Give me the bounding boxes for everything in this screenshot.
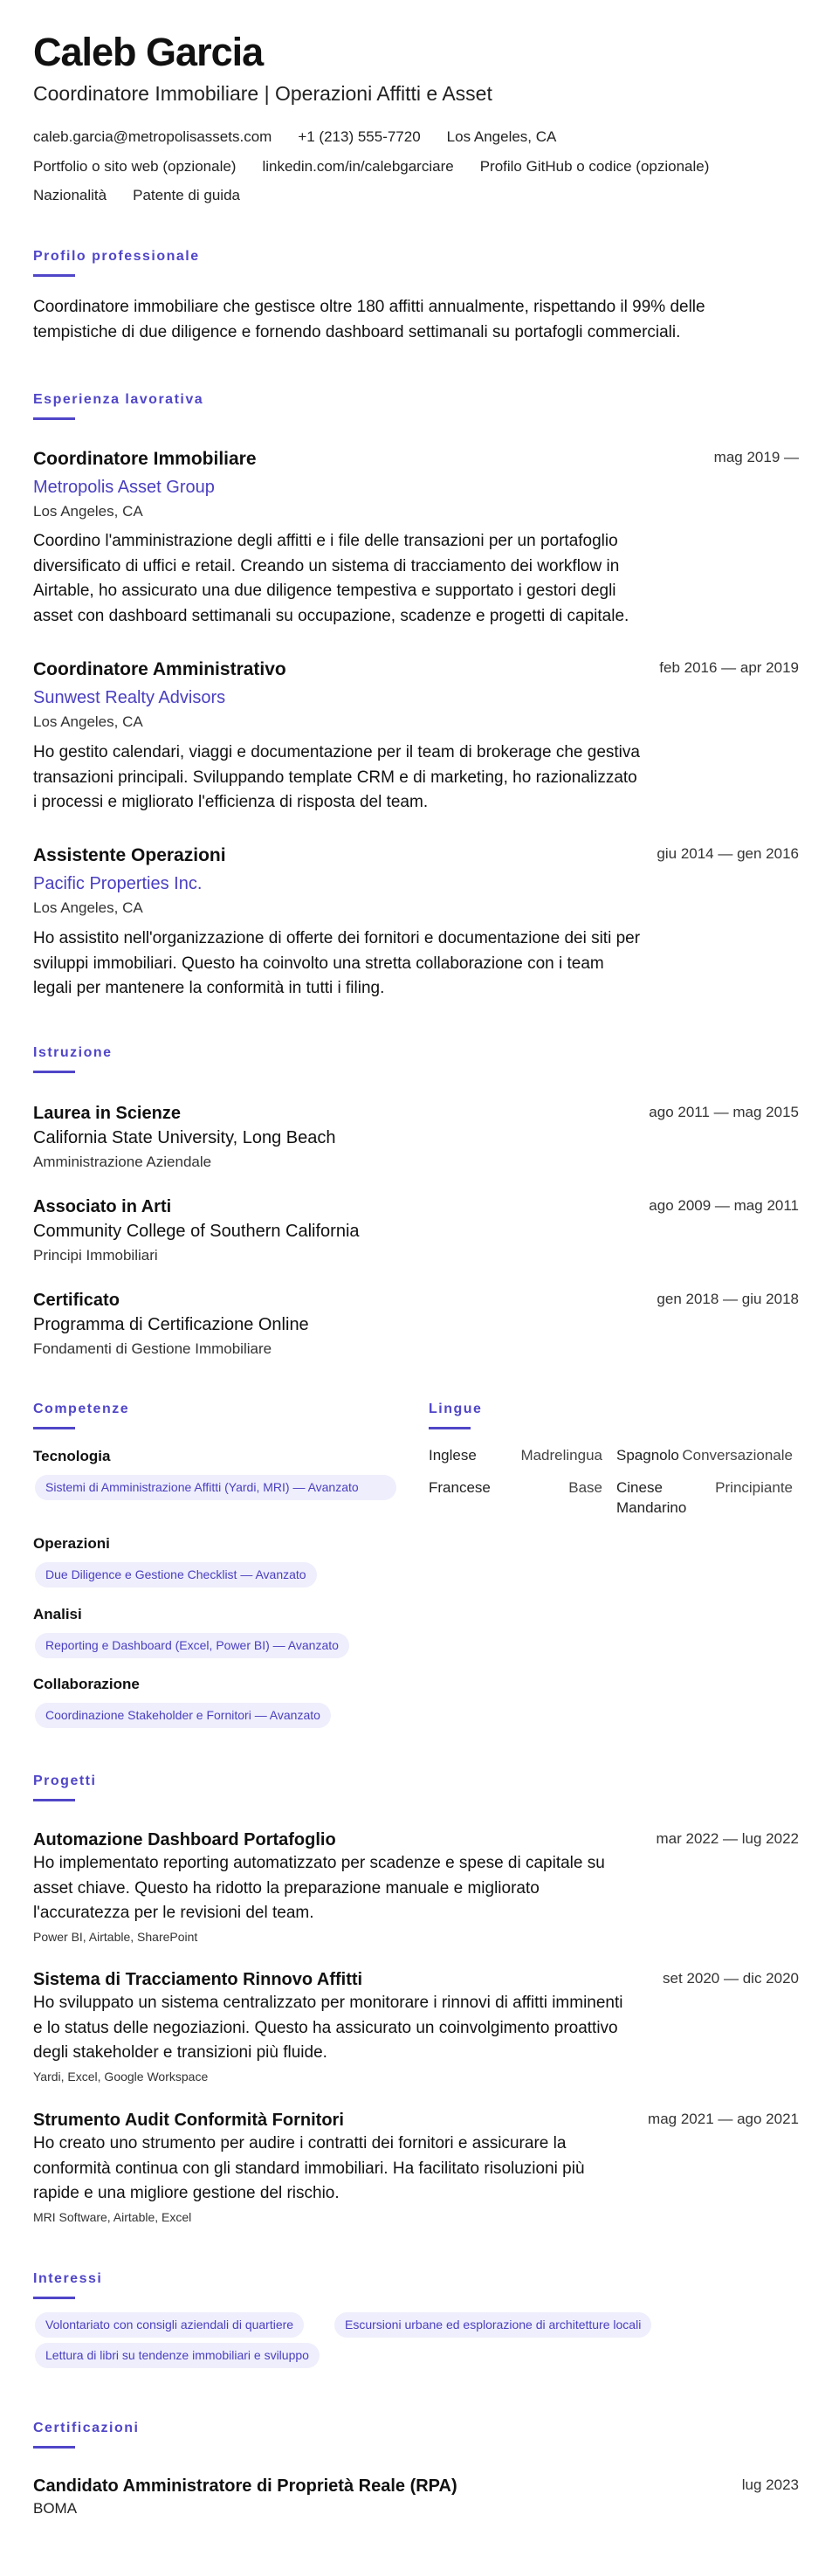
degree: Associato in Arti — [33, 1197, 172, 1216]
section-title-education: Istruzione — [33, 1045, 113, 1060]
contact-row-2 — [33, 157, 709, 176]
job-description: Coordino l'amministrazione degli affitti e i file delle transazioni per un portafoglio diversificato di uffici e retail. Creando un sistema di tracciamento dei workflow in Airtable, ho assicurato una due diligence tempestiva e supportato i gestori degli asset con dashboard settimanali su occupazione, scadenze e progetti di capitale. — [33, 532, 629, 625]
job-description: Ho gestito calendari, viaggi e documentazione per il team di brokerage che gestiva transazioni principali. Sviluppando template CRM e di marketing, ho razionalizzato i processi e migliorato l'efficienza di risposta del team. — [33, 743, 640, 811]
field-of-study: Amministrazione Aziendale — [33, 1154, 212, 1170]
job-dates: giu 2014 — gen 2016 — [657, 845, 799, 862]
section-rule — [33, 417, 75, 420]
section-title-interests: Interessi — [33, 2271, 103, 2286]
school-name: Programma di Certificazione Online — [33, 1315, 309, 1334]
language-name: Francese — [429, 1479, 491, 1496]
section-title-skills: Competenze — [33, 1402, 130, 1416]
skill-category: Collaborazione — [33, 1676, 140, 1692]
language-name: Inglese — [429, 1447, 477, 1464]
section-title-projects: Progetti — [33, 1774, 97, 1788]
job-location: Los Angeles, CA — [33, 503, 143, 520]
certification-org: BOMA — [33, 2500, 78, 2517]
education-dates: ago 2009 — mag 2011 — [649, 1197, 799, 1214]
education-dates: gen 2018 — giu 2018 — [657, 1291, 799, 1307]
github-link[interactable]: Profilo GitHub o codice (opzionale) — [479, 158, 710, 175]
field-of-study: Principi Immobiliari — [33, 1247, 158, 1264]
project-tools: MRI Software, Airtable, Excel — [33, 2210, 192, 2224]
language-level: Base — [568, 1479, 602, 1496]
degree: Laurea in Scienze — [33, 1104, 181, 1123]
school-name: Community College of Southern California — [33, 1222, 360, 1241]
project-tools: Power BI, Airtable, SharePoint — [33, 1930, 198, 1944]
job-location: Los Angeles, CA — [33, 713, 143, 730]
section-title-experience: Esperienza lavorativa — [33, 392, 204, 407]
skill-pill: Due Diligence e Gestione Checklist — Avanzato — [35, 1562, 317, 1588]
job-description: Ho assistito nell'organizzazione di offerte dei fornitori e documentazione dei siti per sviluppi immobiliari. Questo ha coinvolto una stretta collaborazione con i team legali per mantenere la conformità in tutti i filing. — [33, 929, 641, 997]
section-rule — [33, 1799, 75, 1801]
interest-pill: Lettura di libri su tendenze immobiliari e sviluppo — [35, 2343, 320, 2368]
company-name: Metropolis Asset Group — [33, 478, 215, 497]
skill-category: Tecnologia — [33, 1448, 111, 1464]
job-location: Los Angeles, CA — [33, 899, 143, 916]
company-name: Pacific Properties Inc. — [33, 874, 203, 893]
project-dates: mag 2021 — ago 2021 — [648, 2111, 799, 2127]
school-name: California State University, Long Beach — [33, 1128, 336, 1147]
project-dates: set 2020 — dic 2020 — [663, 1970, 799, 1987]
project-tools: Yardi, Excel, Google Workspace — [33, 2070, 209, 2084]
job-dates: feb 2016 — apr 2019 — [659, 659, 799, 676]
section-title-languages: Lingue — [429, 1402, 483, 1416]
location: Los Angeles, CA — [446, 128, 557, 145]
section-rule — [33, 274, 75, 277]
degree: Certificato — [33, 1291, 120, 1310]
section-rule — [33, 1427, 75, 1429]
interest-pill: Escursioni urbane ed esplorazione di architetture locali — [334, 2312, 651, 2338]
company-name: Sunwest Realty Advisors — [33, 688, 226, 707]
language-name: Spagnolo — [616, 1447, 679, 1464]
job-dates: mag 2019 — — [713, 449, 799, 465]
job-title: Coordinatore Immobiliare — [33, 449, 257, 469]
language-level: Principiante — [715, 1479, 793, 1496]
candidate-name: Caleb Garcia — [33, 30, 264, 74]
job-title: Assistente Operazioni — [33, 845, 226, 865]
skill-pill: Coordinazione Stakeholder e Fornitori — Avanzato — [35, 1703, 331, 1728]
project-title: Automazione Dashboard Portafoglio — [33, 1830, 336, 1849]
project-title: Strumento Audit Conformità Fornitori — [33, 2111, 344, 2130]
skill-pill: Sistemi di Amministrazione Affitti (Yardi, MRI) — Avanzato — [35, 1475, 396, 1500]
headline: Coordinatore Immobiliare | Operazioni Affitti e Asset — [33, 82, 492, 105]
section-rule — [33, 1071, 75, 1073]
project-description: Ho sviluppato un sistema centralizzato per monitorare i rinnovi di affitti imminenti e lo status delle negoziazioni. Questo ha assicurato un coinvolgimento proattivo degli stakeholder e transizioni più fluide. — [33, 1994, 623, 2062]
nationality: Nazionalità — [33, 187, 107, 203]
phone: +1 (213) 555-7720 — [298, 128, 421, 145]
skill-category: Operazioni — [33, 1535, 110, 1552]
section-title-certifications: Certificazioni — [33, 2421, 140, 2435]
linkedin-link[interactable]: linkedin.com/in/calebgarciare — [262, 158, 454, 175]
skill-pill: Reporting e Dashboard (Excel, Power BI) — Avanzato — [35, 1633, 349, 1658]
email-link[interactable]: caleb.garcia@metropolisassets.com — [33, 128, 272, 145]
section-rule — [33, 2297, 75, 2299]
profile-summary: Coordinatore immobiliare che gestisce oltre 180 affitti annualmente, rispettando il 99% delle tempistiche di due diligence e fornendo dashboard settimanali su portafogli commerciali. — [33, 298, 705, 341]
project-description: Ho implementato reporting automatizzato per scadenze e spese di capitale su asset chiave. Questo ha ridotto la preparazione manuale e migliorato l'accuratezza per le revisioni del team. — [33, 1854, 605, 1922]
field-of-study: Fondamenti di Gestione Immobiliare — [33, 1340, 272, 1357]
project-title: Sistema di Tracciamento Rinnovo Affitti — [33, 1970, 363, 1989]
certification-name: Candidato Amministratore di Proprietà Reale (RPA) — [33, 2476, 457, 2496]
certification-date: lug 2023 — [741, 2476, 799, 2493]
section-title-profile: Profilo professionale — [33, 249, 200, 264]
job-title: Coordinatore Amministrativo — [33, 659, 286, 679]
language-level: Conversazionale — [682, 1447, 793, 1464]
section-rule — [33, 2446, 75, 2449]
interest-pill: Volontariato con consigli aziendali di quartiere — [35, 2312, 304, 2338]
project-dates: mar 2022 — lug 2022 — [656, 1830, 799, 1847]
driving-license: Patente di guida — [133, 187, 240, 203]
contact-row-1 — [33, 127, 556, 147]
section-rule — [429, 1427, 471, 1429]
portfolio-link[interactable]: Portfolio o sito web (opzionale) — [33, 158, 237, 175]
project-description: Ho creato uno strumento per audire i contratti dei fornitori e assicurare la conformità continua con gli standard immobiliari. Ha facilitato risoluzioni più rapide e una migliore gestione del rischio. — [33, 2134, 585, 2202]
language-name: Cinese Mandarino — [616, 1479, 687, 1516]
skill-category: Analisi — [33, 1606, 82, 1622]
contact-row-3 — [33, 186, 240, 205]
language-level: Madrelingua — [520, 1447, 602, 1464]
education-dates: ago 2011 — mag 2015 — [649, 1104, 799, 1120]
